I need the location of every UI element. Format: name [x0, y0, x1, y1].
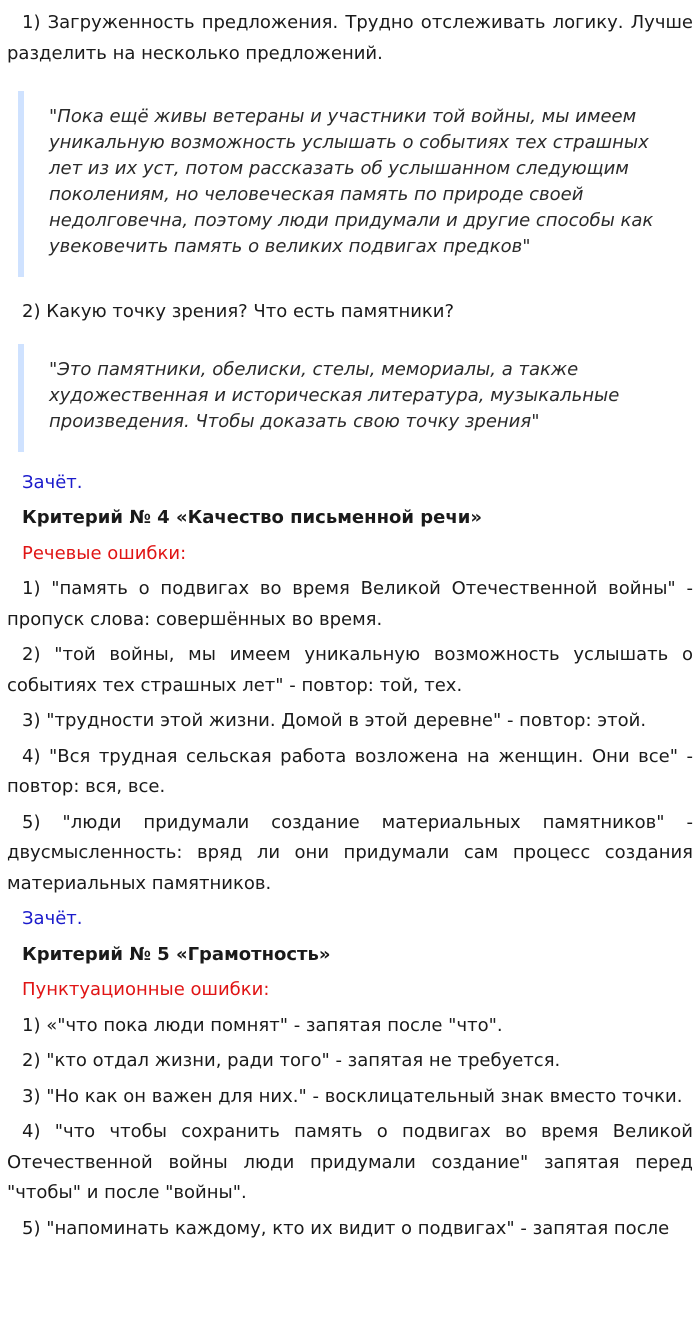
criterion-5-heading: Критерий № 5 «Грамотность» — [22, 943, 331, 965]
quote-2-text: "Это памятники, обелиски, стелы, мемориалы, а также художественная и историческая литература, музыкальные произведения. Чтобы доказать свою точку зрения" — [49, 358, 620, 432]
punctuation-error-1: 1) «"что пока люди помнят" - запятая после "что". — [22, 1014, 503, 1036]
punctuation-error-3: 3) "Но как он важен для них." - восклицательный знак вместо точки. — [22, 1085, 683, 1107]
speech-errors-heading: Речевые ошибки: — [22, 542, 187, 564]
punctuation-error-4: 4) "что чтобы сохранить память о подвигах во время Великой Отечественной войны люди придумали создание" запятая перед "чтобы" и после "войны". — [7, 1121, 693, 1203]
blockquote-1 — [18, 91, 693, 277]
paragraph-2: 2) Какую точку зрения? Что есть памятники? — [22, 301, 455, 322]
speech-error-4: 4) "Вся трудная сельская работа возложена на женщин. Они все" - повтор: вся, все. — [7, 745, 693, 797]
punctuation-error-2: 2) "кто отдал жизни, ради того" - запятая не требуется. — [22, 1050, 561, 1071]
criterion-4-heading: Критерий № 4 «Качество письменной речи» — [22, 507, 482, 528]
blockquote-2 — [18, 344, 693, 452]
quote-1-text: "Пока ещё живы ветераны и участники той войны, мы имеем уникальную возможность услышать о событиях тех страшных лет из их уст, потом рассказать об услышанном следующим поколениям, но человеческая память по природе своей недолговечна, поэтому люди придумали и другие способы как увековечить память о великих подвигах предков" — [49, 106, 654, 257]
speech-error-5: 5) "люди придумали создание материальных памятников" - двусмысленность: вряд ли они придумали сам процесс создания материальных памятников. — [7, 811, 693, 894]
speech-error-3: 3) "трудности этой жизни. Домой в этой деревне" - повтор: этой. — [22, 710, 647, 731]
speech-error-2: 2) "той войны, мы имеем уникальную возможность услышать о событиях тех страшных лет" - повтор: той, тех. — [7, 644, 693, 696]
zachet-label-1: Зачёт. — [22, 471, 83, 493]
speech-error-1: 1) "память о подвигах во время Великой Отечественной войны" - пропуск слова: совершённых во время. — [7, 578, 693, 630]
paragraph-1: 1) Загруженность предложения. Трудно отслеживать логику. Лучше разделить на несколько предложений. — [7, 12, 693, 64]
punctuation-error-5: 5) "напоминать каждому, кто их видит о подвигах" - запятая после — [22, 1217, 670, 1239]
punctuation-errors-heading: Пунктуационные ошибки: — [22, 979, 270, 1000]
zachet-label-2: Зачёт. — [22, 908, 83, 929]
